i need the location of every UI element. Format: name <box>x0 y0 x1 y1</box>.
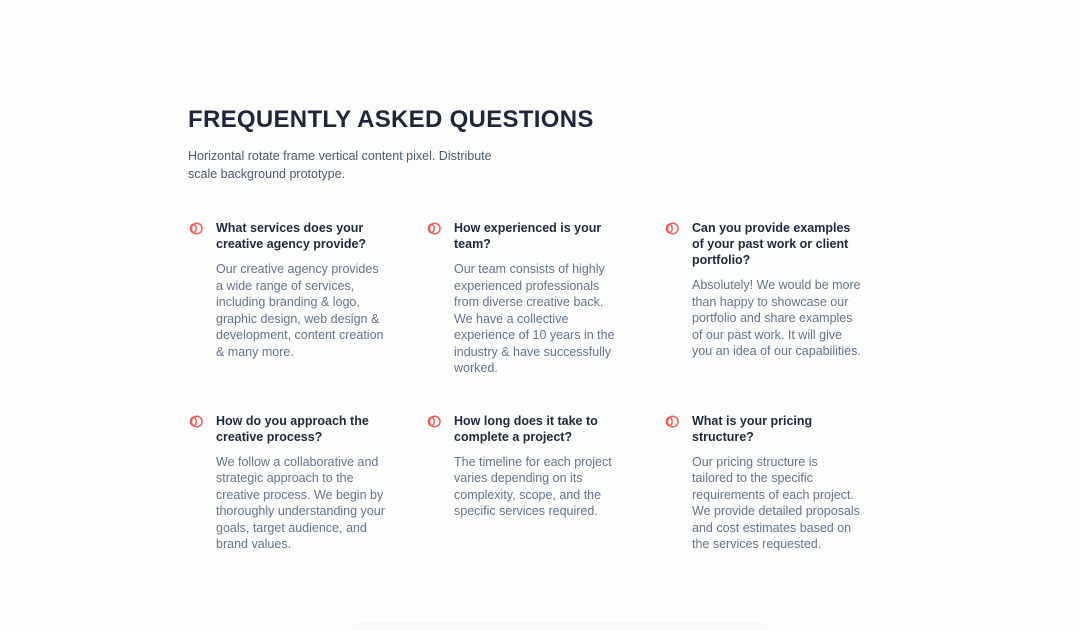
faq-item <box>664 220 902 360</box>
faq-question: How experienced is your team? <box>454 221 602 251</box>
faq-text <box>692 220 862 360</box>
faq-question: What services does your creative agency provide? <box>216 221 367 251</box>
faq-item <box>664 413 902 553</box>
faq-answer: Our pricing structure is tailored to the specific requirements of each project. We provide detailed proposals and cost estimates based on the services requested. <box>692 454 860 551</box>
faq-text <box>216 413 386 553</box>
subtitle-line: Horizontal rotate frame vertical content pixel. Distribute <box>188 149 492 163</box>
faq-grid <box>188 220 900 553</box>
faq-answer: Our creative agency provides a wide range of services, including branding & logo, graphic design, web design & development, content creation & many more. <box>216 262 384 359</box>
double-circle-icon <box>664 414 679 429</box>
faq-question: How long does it take to complete a project? <box>454 413 598 444</box>
faq-question: Can you provide examples of your past work or client portfolio? <box>692 221 851 267</box>
faq-text <box>454 413 624 520</box>
faq-item <box>426 220 664 377</box>
faq-answer: The timeline for each project varies depending on its complexity, scope, and the specific services required. <box>454 454 612 518</box>
next-section-card-edge <box>350 622 770 630</box>
faq-question: How do you approach the creative process? <box>216 413 369 444</box>
double-circle-icon <box>426 414 441 429</box>
faq-answer: Our team consists of highly experienced professionals from diverse creative back. We have a collective experience of 10 years in the industry & have successfully worked. <box>454 262 615 375</box>
double-circle-icon <box>188 414 203 429</box>
double-circle-icon <box>426 221 441 236</box>
faq-text <box>692 413 862 553</box>
faq-item <box>426 413 664 520</box>
faq-text <box>216 220 386 360</box>
faq-item <box>188 413 426 553</box>
double-circle-icon <box>188 221 203 236</box>
section-subtitle <box>188 147 900 183</box>
faq-answer: We follow a collaborative and strategic approach to the creative process. We begin by thoroughly understanding your goals, target audience, and brand values. <box>216 454 385 551</box>
faq-item <box>188 220 426 360</box>
faq-text <box>454 220 624 377</box>
page-title: FREQUENTLY ASKED QUESTIONS <box>188 106 594 133</box>
double-circle-icon <box>664 221 679 236</box>
faq-question: What is your pricing structure? <box>692 413 813 444</box>
faq-answer: Absolutely! We would be more than happy to showcase our portfolio and share examples of our past work. It will give you an idea of our capabilities. <box>692 278 861 358</box>
subtitle-line: scale background prototype. <box>188 167 346 181</box>
